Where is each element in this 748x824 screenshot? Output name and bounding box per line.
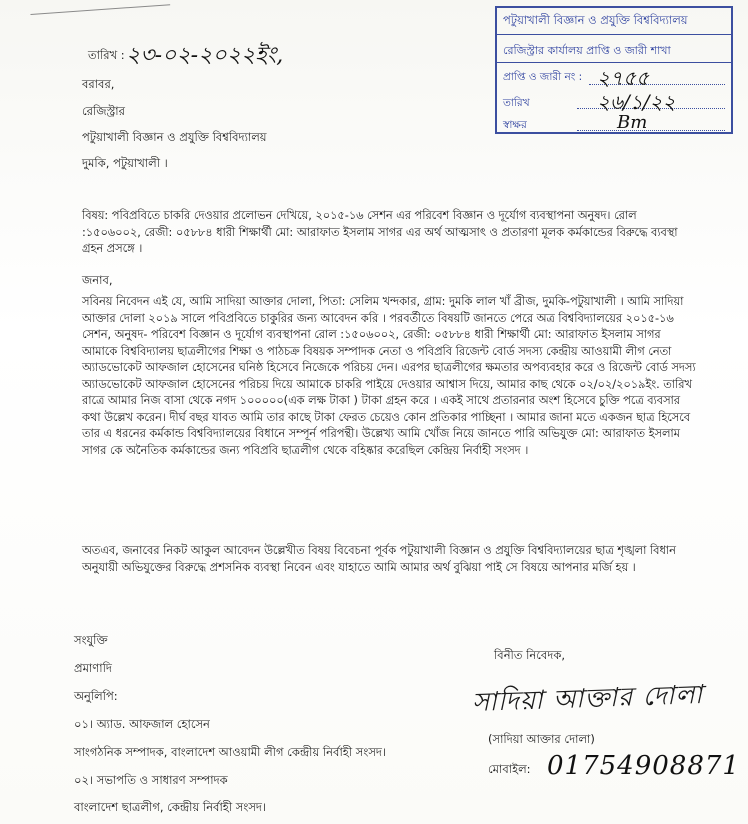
university-name: পটুয়াখালী বিজ্ঞান ও প্রযুক্তি বিশ্ববিদ্যালয় bbox=[82, 130, 267, 144]
stamp-sign-label: স্বাক্ষর bbox=[503, 119, 527, 131]
copy-1-title: সাংগঠনিক সম্পাদক, বাংলাদেশ আওয়ামী লীগ কেন্দ্রীয় নির্বাহী সংসদ। bbox=[74, 745, 387, 759]
stamp-receipt-label: প্রাপ্তি ও জারী নং : bbox=[503, 71, 583, 83]
date-label: তারিখ : bbox=[88, 48, 125, 62]
closing: বিনীত নিবেদক, bbox=[494, 648, 566, 662]
receipt-stamp bbox=[495, 6, 733, 134]
body-paragraph-2: অতএব, জনাবের নিকট আকুল আবেদন উল্লেখীত বিষয় বিবেচনা পূর্বক পটুয়াখালী বিজ্ঞান ও প্রযুক্তি বিশ্ববিদ্যালয়ের ছাত্র শৃঙ্খলা বিধান অনুযায়ী অভিযুক্তের বিরুদ্ধে প্রশসনিক ব্যবস্থা নিবেন এবং যাহাতে আমি আমার অর্থ বুঝিয়া পাই সে বিষয়ে আপনার মর্জি হয় । bbox=[82, 544, 676, 574]
handwritten-signature: সাদিয়া আক্তার দোলা bbox=[471, 679, 704, 719]
body-paragraph-1: সবিনয় নিবেদন এই যে, আমি সাদিয়া আক্তার দোলা, পিতা: সেলিম খন্দকার, গ্রাম: দুমকি লাল খাঁ ব্রীজ, দুমকি-পটুয়াখালী । আমি সাদিয়া আক্তার দোলা ২০১৯ সালে পবিপ্রবিতে চাকুরির জন্য আবেদন করি । পরবর্তীতে বিষয়টি জানতে পেরে অত্র বিশ্ববিদ্যালয়ের ২০১৫-১৬ সেশন, অনুষদ- পরিবেশ বিজ্ঞান ও দূর্যোগ ব্যবস্থাপনা রোল :১৫০৬০০২, রেজী: ০৫৮৮৪ ধারী শিক্ষার্থী মো: আরাফাত ইসলাম সাগর আমাকে বিশ্ববিদ্যালয় ছাত্রলীগের শিক্ষা ও পাঠচক্র বিষয়ক সম্পাদক নেতা ও পবিপ্রবি রিজেন্ট বোর্ড সদস্য কেন্দ্রীয় আওয়ামী লীগ নেতা অ্যাডভোকেট আফজাল হোসেনের ঘনিষ্ঠ হিসেবে নিজেকে পরিচয় দেন। এরপর ছাত্রলীগের ক্ষমতার অপব্যবহার করে ও রিজেন্ট বোর্ড সদস্য অ্যাডভোকেট আফজাল হোসেনের পরিচয় দিয়ে আমাকে চাকরি পাইয়ে দেওয়ার আশ্বাস দিয়ে, আমার কাছ থেকে ০২/০২/২০১৯ইং. তারিখ রাত্রে আমার নিজ বাসা থেকে নগদ ১০০০০০(এক লক্ষ টাকা ) টাকা গ্রহন করে । একই সাথে প্রতারনার অংশ হিসেবে চুক্তি পত্রে ব্যবসার কথা উল্লেখ করেন। দীর্ঘ বছর যাবত আমি তার কাছে টাকা ফেরত চেয়েও কোন প্রতিকার পাচ্ছিনা । আমার জানা মতে একজন ছাত্র হিসেবে তার এ ধরনের কর্মকান্ড বিশ্ববিদ্যালয়ের বিধানে সম্পূর্ন পরিপন্থী। উল্লেখ্য আমি খোঁজ নিয়ে জানতে পারি অভিযুক্ত মো: আরাফাত ইসলাম সাগর কে অনৈতিক কর্মকান্ডের জন্য পবিপ্রবি ছাত্রলীগ থেকে বহিষ্কার করেছিল কেন্দ্রিয় নির্বাহী সংসদ । bbox=[82, 295, 696, 457]
stamp-date-label: তারিখ bbox=[503, 97, 530, 109]
stamp-receipt-no: ২৭৫৫ bbox=[597, 66, 649, 90]
subject-line: বিষয়: পবিপ্রবিতে চাকরি দেওয়ার প্রলোভন দেখিয়ে, ২০১৫-১৬ সেশন এর পরিবেশ বিজ্ঞান ও দূর্যোগ ব্যবস্থাপনা অনুষদ। রোল :১৫০৬০০২, রেজী: ০৫৮৮৪ ধারী শিক্ষার্থী মো: আরাফাত ইসলাম সাগর এর অর্থ আত্মসাৎ ও প্রতারণা মূলক কর্মকান্ডের বিরুদ্ধে ব্যবস্থা গ্রহন প্রসঙ্গে । bbox=[82, 209, 678, 255]
stamp-date-value: ২৬/১/২২ bbox=[597, 90, 676, 114]
to-line: বরাবর, bbox=[82, 77, 115, 91]
stamp-sign-value: Bm bbox=[617, 112, 648, 133]
paper-fold-line bbox=[29, 0, 170, 15]
copy-2-name: ০২। সভাপতি ও সাধারণ সম্পাদক bbox=[74, 773, 228, 787]
copy-2-title: বাংলাদেশ ছাত্রলীগ, কেন্দ্রীয় নির্বাহী সংসদ। bbox=[74, 800, 267, 814]
recipient: রেজিস্ট্রার bbox=[82, 104, 125, 118]
address: দুমকি, পটুয়াখালী । bbox=[82, 156, 168, 170]
copy-1-name: ০১। অ্যাড. আফজাল হোসেন bbox=[74, 717, 210, 731]
copies-label: অনুলিপি: bbox=[74, 689, 118, 703]
mobile-value: 01754908871 bbox=[547, 751, 740, 781]
attachments-item: প্রমাণাদি bbox=[74, 661, 112, 675]
mobile-label: মোবাইল: bbox=[488, 762, 531, 776]
date-value: ২৩-০২-২০২২ইং, bbox=[126, 43, 284, 68]
stamp-office: রেজিস্ট্রার কার্যালয় প্রাপ্তি ও জারী শাখা bbox=[503, 44, 671, 57]
attachments-label: সংযুক্তি bbox=[74, 633, 108, 647]
stamp-org: পটুয়াখালী বিজ্ঞান ও প্রযুক্তি বিশ্ববিদ্যালয় bbox=[503, 13, 688, 27]
salutation: জনাব, bbox=[82, 273, 113, 287]
signer-name: (সাদিয়া আক্তার দোলা) bbox=[488, 732, 595, 746]
